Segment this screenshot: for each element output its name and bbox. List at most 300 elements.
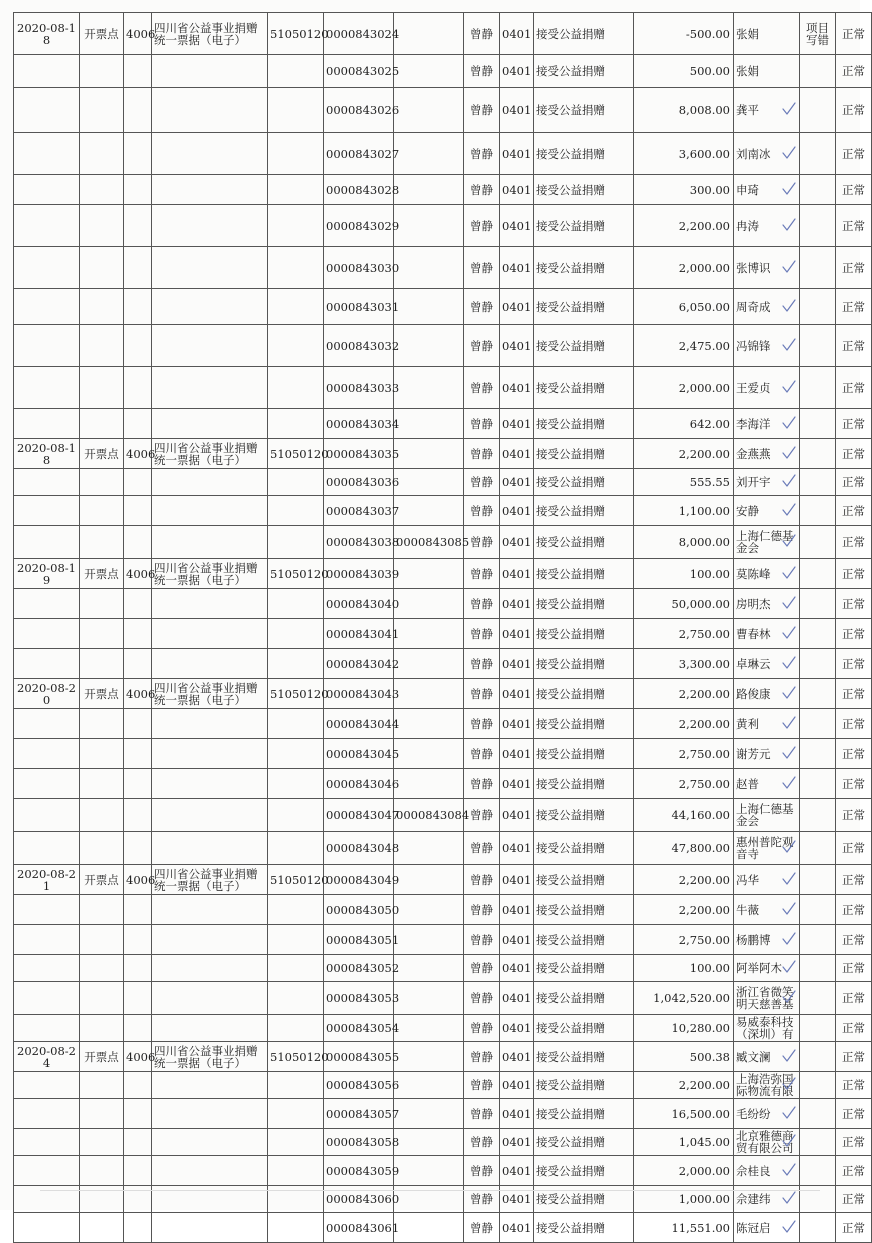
amount-cell: 555.55: [634, 469, 734, 496]
handler-cell: 曾静: [464, 895, 500, 925]
donor-cell: 申琦: [734, 175, 800, 205]
donation-type-cell: 接受公益捐赠: [534, 1042, 634, 1072]
check-mark-icon: [782, 503, 796, 517]
bill-number-cell: 0000843043: [324, 679, 394, 709]
serial-cell: [268, 367, 324, 409]
bill-type-cell: [152, 799, 268, 832]
serial-cell: 51050120: [268, 439, 324, 469]
donation-type-cell: 接受公益捐赠: [534, 13, 634, 55]
code-cell: [124, 55, 152, 88]
handler-cell: 曾静: [464, 205, 500, 247]
note-cell: [800, 289, 836, 325]
invoice-point-cell: [80, 175, 124, 205]
category-code-cell: 0401: [500, 1213, 534, 1243]
reference-number-cell: [394, 559, 464, 589]
table-row: [14, 1015, 872, 1042]
check-mark-icon: [782, 746, 796, 760]
table-row: [14, 526, 872, 559]
bill-number-cell: 0000843037: [324, 496, 394, 526]
invoice-point-cell: [80, 526, 124, 559]
bill-number-cell: 0000843054: [324, 1015, 394, 1042]
check-mark-icon: [782, 990, 796, 1004]
category-code-cell: 0401: [500, 1015, 534, 1042]
amount-cell: 1,100.00: [634, 496, 734, 526]
amount-cell: 16,500.00: [634, 1099, 734, 1129]
date-cell: [14, 469, 80, 496]
donor-cell: 安静: [734, 496, 800, 526]
bill-number-cell: 0000843047: [324, 799, 394, 832]
handler-cell: 曾静: [464, 1072, 500, 1099]
table-row: [14, 1129, 872, 1156]
note-cell: [800, 982, 836, 1015]
serial-cell: 51050120: [268, 559, 324, 589]
bill-number-cell: 0000843031: [324, 289, 394, 325]
category-code-cell: 0401: [500, 559, 534, 589]
amount-cell: 1,000.00: [634, 1186, 734, 1213]
status-cell: 正常: [836, 247, 872, 289]
code-cell: [124, 1015, 152, 1042]
date-cell: [14, 409, 80, 439]
bill-type-cell: [152, 982, 268, 1015]
bill-type-cell: [152, 55, 268, 88]
donor-cell: 惠州普陀观音寺: [734, 832, 800, 865]
code-cell: 4006: [124, 559, 152, 589]
code-cell: [124, 1129, 152, 1156]
handler-cell: 曾静: [464, 832, 500, 865]
handler-cell: 曾静: [464, 982, 500, 1015]
date-cell: [14, 1099, 80, 1129]
bill-number-cell: 0000843028: [324, 175, 394, 205]
bill-number-cell: 0000843060: [324, 1186, 394, 1213]
check-mark-icon: [782, 474, 796, 488]
serial-cell: [268, 955, 324, 982]
date-cell: [14, 325, 80, 367]
check-mark-icon: [782, 218, 796, 232]
category-code-cell: 0401: [500, 1072, 534, 1099]
note-cell: [800, 409, 836, 439]
donation-type-cell: 接受公益捐赠: [534, 325, 634, 367]
donation-type-cell: 接受公益捐赠: [534, 769, 634, 799]
code-cell: 4006: [124, 865, 152, 895]
table-row: [14, 88, 872, 133]
bill-type-cell: [152, 1129, 268, 1156]
donor-cell: 冉涛: [734, 205, 800, 247]
category-code-cell: 0401: [500, 679, 534, 709]
reference-number-cell: [394, 739, 464, 769]
serial-cell: [268, 1099, 324, 1129]
note-cell: [800, 955, 836, 982]
reference-number-cell: [394, 1015, 464, 1042]
status-cell: 正常: [836, 526, 872, 559]
reference-number-cell: [394, 769, 464, 799]
reference-number-cell: [394, 133, 464, 175]
bill-type-cell: [152, 367, 268, 409]
serial-cell: [268, 649, 324, 679]
code-cell: [124, 709, 152, 739]
serial-cell: [268, 925, 324, 955]
donation-type-cell: 接受公益捐赠: [534, 289, 634, 325]
check-mark-icon: [782, 932, 796, 946]
category-code-cell: 0401: [500, 589, 534, 619]
donation-type-cell: 接受公益捐赠: [534, 649, 634, 679]
check-mark-icon: [782, 902, 796, 916]
handler-cell: 曾静: [464, 175, 500, 205]
date-cell: [14, 799, 80, 832]
note-cell: [800, 55, 836, 88]
handler-cell: 曾静: [464, 409, 500, 439]
invoice-point-cell: [80, 832, 124, 865]
serial-cell: 51050120: [268, 865, 324, 895]
bill-number-cell: 0000843051: [324, 925, 394, 955]
handler-cell: 曾静: [464, 1129, 500, 1156]
bill-number-cell: 0000843041: [324, 619, 394, 649]
bill-type-cell: [152, 832, 268, 865]
bill-type-cell: [152, 1015, 268, 1042]
note-cell: [800, 619, 836, 649]
category-code-cell: 0401: [500, 1186, 534, 1213]
donor-cell: 卓琳云: [734, 649, 800, 679]
serial-cell: [268, 1156, 324, 1186]
serial-cell: [268, 832, 324, 865]
invoice-point-cell: [80, 88, 124, 133]
handler-cell: 曾静: [464, 1099, 500, 1129]
donor-cell: 上海浩弥国际物流有限: [734, 1072, 800, 1099]
bill-number-cell: 0000843033: [324, 367, 394, 409]
code-cell: [124, 133, 152, 175]
donation-type-cell: 接受公益捐赠: [534, 619, 634, 649]
check-mark-icon: [782, 1191, 796, 1205]
amount-cell: 642.00: [634, 409, 734, 439]
donation-type-cell: 接受公益捐赠: [534, 895, 634, 925]
amount-cell: 2,750.00: [634, 769, 734, 799]
category-code-cell: 0401: [500, 469, 534, 496]
note-cell: [800, 799, 836, 832]
category-code-cell: 0401: [500, 955, 534, 982]
table-row: [14, 1156, 872, 1186]
bill-type-cell: [152, 526, 268, 559]
invoice-point-cell: [80, 1015, 124, 1042]
date-cell: 2020-08-18: [14, 439, 80, 469]
date-cell: [14, 55, 80, 88]
date-cell: [14, 955, 80, 982]
category-code-cell: 0401: [500, 799, 534, 832]
code-cell: [124, 832, 152, 865]
bill-type-cell: [152, 247, 268, 289]
table-row: [14, 175, 872, 205]
donation-type-cell: 接受公益捐赠: [534, 526, 634, 559]
invoice-point-cell: [80, 1129, 124, 1156]
reference-number-cell: [394, 55, 464, 88]
status-cell: 正常: [836, 1099, 872, 1129]
donation-type-cell: 接受公益捐赠: [534, 1072, 634, 1099]
serial-cell: [268, 709, 324, 739]
reference-number-cell: [394, 925, 464, 955]
invoice-point-cell: [80, 367, 124, 409]
donor-cell: 浙江省微笑明天慈善基: [734, 982, 800, 1015]
bill-number-cell: 0000843052: [324, 955, 394, 982]
note-cell: [800, 1072, 836, 1099]
invoice-point-cell: [80, 955, 124, 982]
status-cell: 正常: [836, 1213, 872, 1243]
category-code-cell: 0401: [500, 325, 534, 367]
code-cell: 4006: [124, 439, 152, 469]
reference-number-cell: [394, 1099, 464, 1129]
table-row: [14, 409, 872, 439]
date-cell: 2020-08-21: [14, 865, 80, 895]
status-cell: 正常: [836, 55, 872, 88]
serial-cell: [268, 88, 324, 133]
date-cell: [14, 1072, 80, 1099]
invoice-point-cell: [80, 769, 124, 799]
bill-type-cell: [152, 895, 268, 925]
code-cell: [124, 1099, 152, 1129]
note-cell: [800, 769, 836, 799]
invoice-point-cell: [80, 289, 124, 325]
reference-number-cell: [394, 832, 464, 865]
donor-cell: 曹春林: [734, 619, 800, 649]
status-cell: 正常: [836, 289, 872, 325]
table-row: [14, 709, 872, 739]
status-cell: 正常: [836, 559, 872, 589]
category-code-cell: 0401: [500, 739, 534, 769]
check-mark-icon: [782, 626, 796, 640]
bill-type-cell: [152, 925, 268, 955]
date-cell: [14, 589, 80, 619]
bill-number-cell: 0000843050: [324, 895, 394, 925]
category-code-cell: 0401: [500, 289, 534, 325]
donor-cell: 陈冠启: [734, 1213, 800, 1243]
table-row: [14, 247, 872, 289]
note-cell: [800, 1015, 836, 1042]
invoice-point-cell: [80, 247, 124, 289]
amount-cell: 2,200.00: [634, 679, 734, 709]
bill-number-cell: 0000843024: [324, 13, 394, 55]
table-row: [14, 1213, 872, 1243]
check-mark-icon: [782, 299, 796, 313]
serial-cell: [268, 895, 324, 925]
handler-cell: 曾静: [464, 526, 500, 559]
amount-cell: 3,300.00: [634, 649, 734, 679]
check-mark-icon: [782, 596, 796, 610]
invoice-point-cell: [80, 589, 124, 619]
handler-cell: 曾静: [464, 799, 500, 832]
date-cell: [14, 526, 80, 559]
bill-type-cell: [152, 1072, 268, 1099]
handler-cell: 曾静: [464, 133, 500, 175]
reference-number-cell: [394, 469, 464, 496]
table-row: [14, 205, 872, 247]
bill-number-cell: 0000843048: [324, 832, 394, 865]
table-row: [14, 769, 872, 799]
serial-cell: [268, 982, 324, 1015]
status-cell: 正常: [836, 133, 872, 175]
note-cell: [800, 1129, 836, 1156]
note-cell: [800, 496, 836, 526]
amount-cell: 11,551.00: [634, 1213, 734, 1243]
handler-cell: 曾静: [464, 559, 500, 589]
bill-type-cell: [152, 1156, 268, 1186]
donor-cell: 张娟: [734, 55, 800, 88]
bill-number-cell: 0000843025: [324, 55, 394, 88]
check-mark-icon: [782, 872, 796, 886]
reference-number-cell: [394, 13, 464, 55]
date-cell: [14, 832, 80, 865]
status-cell: 正常: [836, 649, 872, 679]
serial-cell: [268, 247, 324, 289]
bill-number-cell: 0000843059: [324, 1156, 394, 1186]
bill-number-cell: 0000843039: [324, 559, 394, 589]
handler-cell: 曾静: [464, 589, 500, 619]
bill-number-cell: 0000843038: [324, 526, 394, 559]
date-cell: 2020-08-18: [14, 13, 80, 55]
reference-number-cell: [394, 409, 464, 439]
reference-number-cell: [394, 679, 464, 709]
status-cell: 正常: [836, 895, 872, 925]
code-cell: [124, 289, 152, 325]
check-mark-icon: [782, 1134, 796, 1148]
bill-type-cell: 四川省公益事业捐赠统一票据（电子）: [152, 1042, 268, 1072]
check-mark-icon: [782, 1049, 796, 1063]
amount-cell: 2,200.00: [634, 439, 734, 469]
category-code-cell: 0401: [500, 649, 534, 679]
donor-cell: 周奇成: [734, 289, 800, 325]
bill-number-cell: 0000843046: [324, 769, 394, 799]
invoice-point-cell: [80, 409, 124, 439]
invoice-point-cell: [80, 469, 124, 496]
bill-type-cell: [152, 133, 268, 175]
status-cell: 正常: [836, 1015, 872, 1042]
invoice-point-cell: [80, 133, 124, 175]
bill-type-cell: 四川省公益事业捐赠统一票据（电子）: [152, 865, 268, 895]
reference-number-cell: [394, 325, 464, 367]
note-cell: [800, 133, 836, 175]
handler-cell: 曾静: [464, 439, 500, 469]
amount-cell: 44,160.00: [634, 799, 734, 832]
bill-type-cell: [152, 469, 268, 496]
donor-cell: 易威泰科技（深圳）有: [734, 1015, 800, 1042]
bill-type-cell: [152, 1213, 268, 1243]
donation-ledger-table: [13, 12, 872, 1243]
serial-cell: [268, 769, 324, 799]
donation-type-cell: 接受公益捐赠: [534, 799, 634, 832]
date-cell: [14, 709, 80, 739]
note-cell: [800, 895, 836, 925]
donor-cell: 王爱贞: [734, 367, 800, 409]
reference-number-cell: [394, 247, 464, 289]
bill-type-cell: [152, 205, 268, 247]
serial-cell: [268, 799, 324, 832]
amount-cell: 300.00: [634, 175, 734, 205]
bill-type-cell: [152, 409, 268, 439]
status-cell: 正常: [836, 619, 872, 649]
reference-number-cell: [394, 865, 464, 895]
status-cell: 正常: [836, 982, 872, 1015]
donation-type-cell: 接受公益捐赠: [534, 367, 634, 409]
code-cell: [124, 175, 152, 205]
code-cell: [124, 895, 152, 925]
donation-type-cell: 接受公益捐赠: [534, 559, 634, 589]
amount-cell: 8,000.00: [634, 526, 734, 559]
category-code-cell: 0401: [500, 619, 534, 649]
amount-cell: -500.00: [634, 13, 734, 55]
category-code-cell: 0401: [500, 247, 534, 289]
reference-number-cell: [394, 709, 464, 739]
status-cell: 正常: [836, 409, 872, 439]
donor-cell: 张博识: [734, 247, 800, 289]
date-cell: [14, 649, 80, 679]
bill-number-cell: 0000843055: [324, 1042, 394, 1072]
note-cell: [800, 247, 836, 289]
bill-number-cell: 0000843044: [324, 709, 394, 739]
donation-type-cell: 接受公益捐赠: [534, 439, 634, 469]
invoice-point-cell: [80, 325, 124, 367]
bill-type-cell: [152, 289, 268, 325]
donor-cell: 阿举阿木: [734, 955, 800, 982]
date-cell: [14, 367, 80, 409]
reference-number-cell: [394, 175, 464, 205]
donation-type-cell: 接受公益捐赠: [534, 1156, 634, 1186]
table-row: [14, 367, 872, 409]
code-cell: [124, 205, 152, 247]
amount-cell: 8,008.00: [634, 88, 734, 133]
note-cell: [800, 1042, 836, 1072]
reference-number-cell: [394, 439, 464, 469]
check-mark-icon: [782, 1106, 796, 1120]
code-cell: [124, 739, 152, 769]
category-code-cell: 0401: [500, 1099, 534, 1129]
amount-cell: 2,000.00: [634, 1156, 734, 1186]
table-row: [14, 55, 872, 88]
status-cell: 正常: [836, 955, 872, 982]
handler-cell: 曾静: [464, 247, 500, 289]
amount-cell: 2,750.00: [634, 739, 734, 769]
reference-number-cell: [394, 1072, 464, 1099]
donor-cell: 谢芳元: [734, 739, 800, 769]
bill-type-cell: [152, 955, 268, 982]
date-cell: [14, 739, 80, 769]
category-code-cell: 0401: [500, 526, 534, 559]
invoice-point-cell: [80, 982, 124, 1015]
donation-type-cell: 接受公益捐赠: [534, 247, 634, 289]
table-row: [14, 982, 872, 1015]
reference-number-cell: [394, 496, 464, 526]
amount-cell: 50,000.00: [634, 589, 734, 619]
amount-cell: 2,200.00: [634, 865, 734, 895]
amount-cell: 3,600.00: [634, 133, 734, 175]
donor-cell: 牛薇: [734, 895, 800, 925]
bill-number-cell: 0000843058: [324, 1129, 394, 1156]
table-row: [14, 925, 872, 955]
reference-number-cell: [394, 589, 464, 619]
amount-cell: 2,200.00: [634, 1072, 734, 1099]
bill-number-cell: 0000843040: [324, 589, 394, 619]
bill-type-cell: [152, 739, 268, 769]
bill-type-cell: 四川省公益事业捐赠统一票据（电子）: [152, 439, 268, 469]
check-mark-icon: [782, 960, 796, 974]
amount-cell: 2,200.00: [634, 709, 734, 739]
category-code-cell: 0401: [500, 1156, 534, 1186]
handler-cell: 曾静: [464, 1015, 500, 1042]
donation-type-cell: 接受公益捐赠: [534, 832, 634, 865]
note-cell: [800, 832, 836, 865]
table-row: [14, 865, 872, 895]
bill-type-cell: 四川省公益事业捐赠统一票据（电子）: [152, 559, 268, 589]
bill-number-cell: 0000843061: [324, 1213, 394, 1243]
donor-cell: 李海洋: [734, 409, 800, 439]
handler-cell: 曾静: [464, 679, 500, 709]
check-mark-icon: [782, 534, 796, 548]
page-bottom-rule: [40, 1190, 820, 1191]
